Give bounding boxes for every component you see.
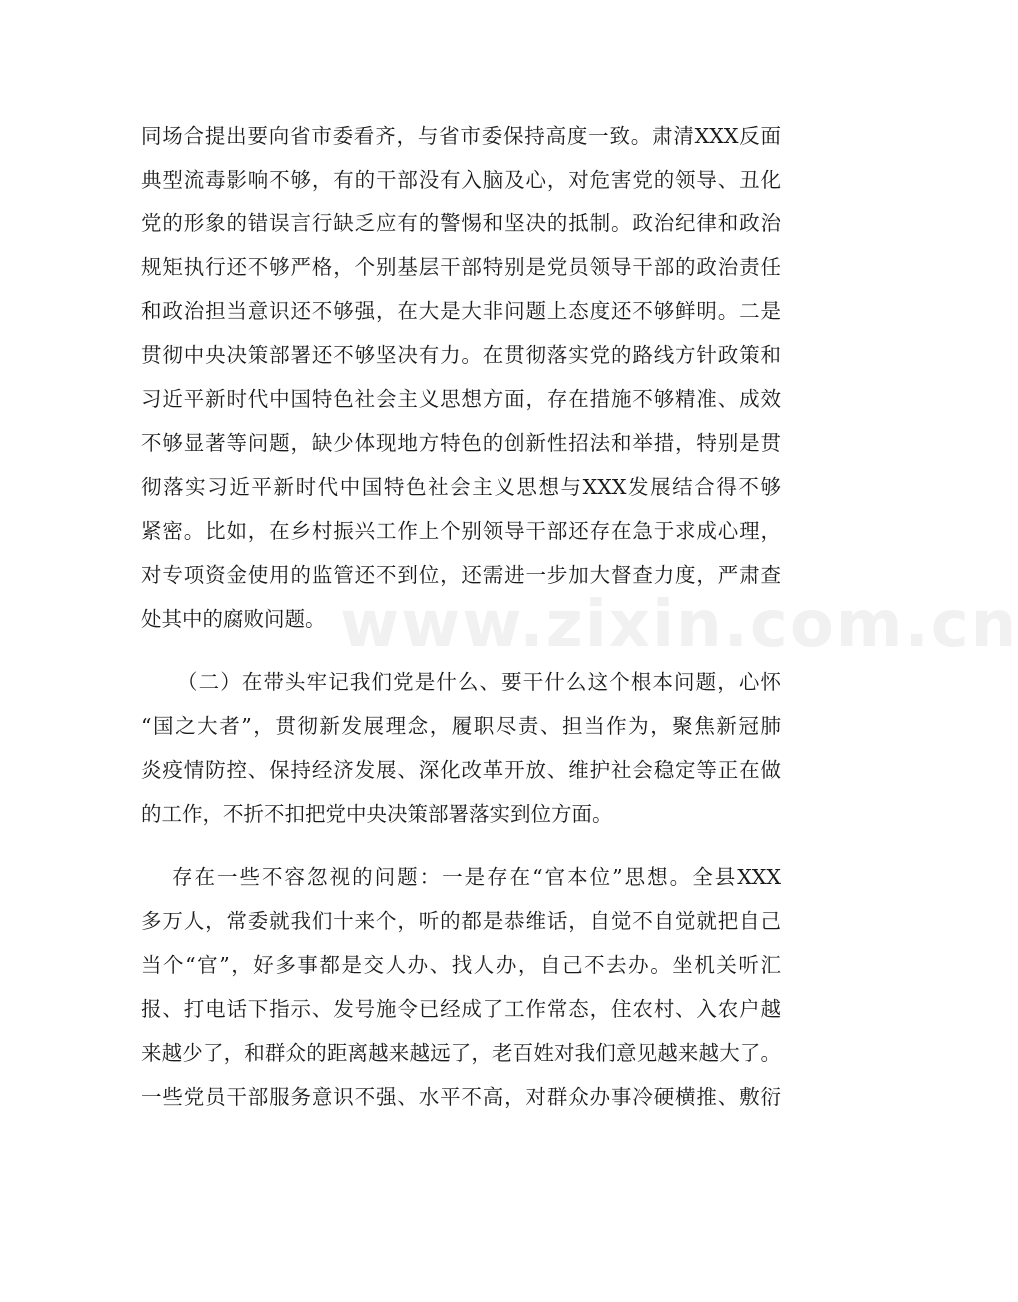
watermark: www.zixin.com.cn [340, 588, 1018, 662]
text-line: 存在一些不容忽视的问题：一是存在“官本位”思想。全县XXX [172, 865, 781, 889]
text-line: 处其中的腐败问题。 [141, 607, 326, 631]
section-heading-line: 的工作，不折不扣把党中央决策部署落实到位方面。 [141, 802, 613, 826]
text-line: 来越少了，和群众的距离越来越远了，老百姓对我们意见越来越大了。 [141, 1041, 781, 1065]
text-line: 紧密。比如，在乡村振兴工作上个别领导干部还存在急于求成心理， [141, 519, 781, 543]
text-line: 典型流毒影响不够，有的干部没有入脑及心，对危害党的领导、丑化 [141, 168, 781, 192]
text-line: 多万人，常委就我们十来个，听的都是恭维话，自觉不自觉就把自己 [141, 909, 781, 933]
text-line: 当个“官”，好多事都是交人办、找人办，自己不去办。坐机关听汇 [141, 953, 781, 977]
text-line: 报、打电话下指示、发号施令已经成了工作常态，住农村、入农户越 [141, 997, 781, 1021]
text-line: 一些党员干部服务意识不强、水平不高，对群众办事冷硬横推、敷衍 [141, 1085, 781, 1109]
text-line: 不够显著等问题，缺少体现地方特色的创新性招法和举措，特别是贯 [141, 431, 781, 455]
text-line: 习近平新时代中国特色社会主义思想方面，存在措施不够精准、成效 [141, 387, 781, 411]
section-heading-line: “国之大者”，贯彻新发展理念，履职尽责、担当作为，聚焦新冠肺 [141, 714, 781, 738]
section-heading-line: （二）在带头牢记我们党是什么、要干什么这个根本问题，心怀 [177, 670, 781, 694]
text-line: 和政治担当意识还不够强，在大是大非问题上态度还不够鲜明。二是 [141, 299, 781, 323]
text-line: 对专项资金使用的监管还不到位，还需进一步加大督查力度，严肃查 [141, 563, 781, 587]
text-line: 彻落实习近平新时代中国特色社会主义思想与XXX发展结合得不够 [141, 475, 781, 499]
text-line: 同场合提出要向省市委看齐，与省市委保持高度一致。肃清XXX反面 [141, 124, 781, 148]
text-line: 党的形象的错误言行缺乏应有的警惕和坚决的抵制。政治纪律和政治 [141, 211, 781, 235]
section-heading-line: 炎疫情防控、保持经济发展、深化改革开放、维护社会稳定等正在做 [141, 758, 781, 782]
text-line: 规矩执行还不够严格，个别基层干部特别是党员领导干部的政治责任 [141, 255, 781, 279]
text-line: 贯彻中央决策部署还不够坚决有力。在贯彻落实党的路线方针政策和 [141, 343, 781, 367]
